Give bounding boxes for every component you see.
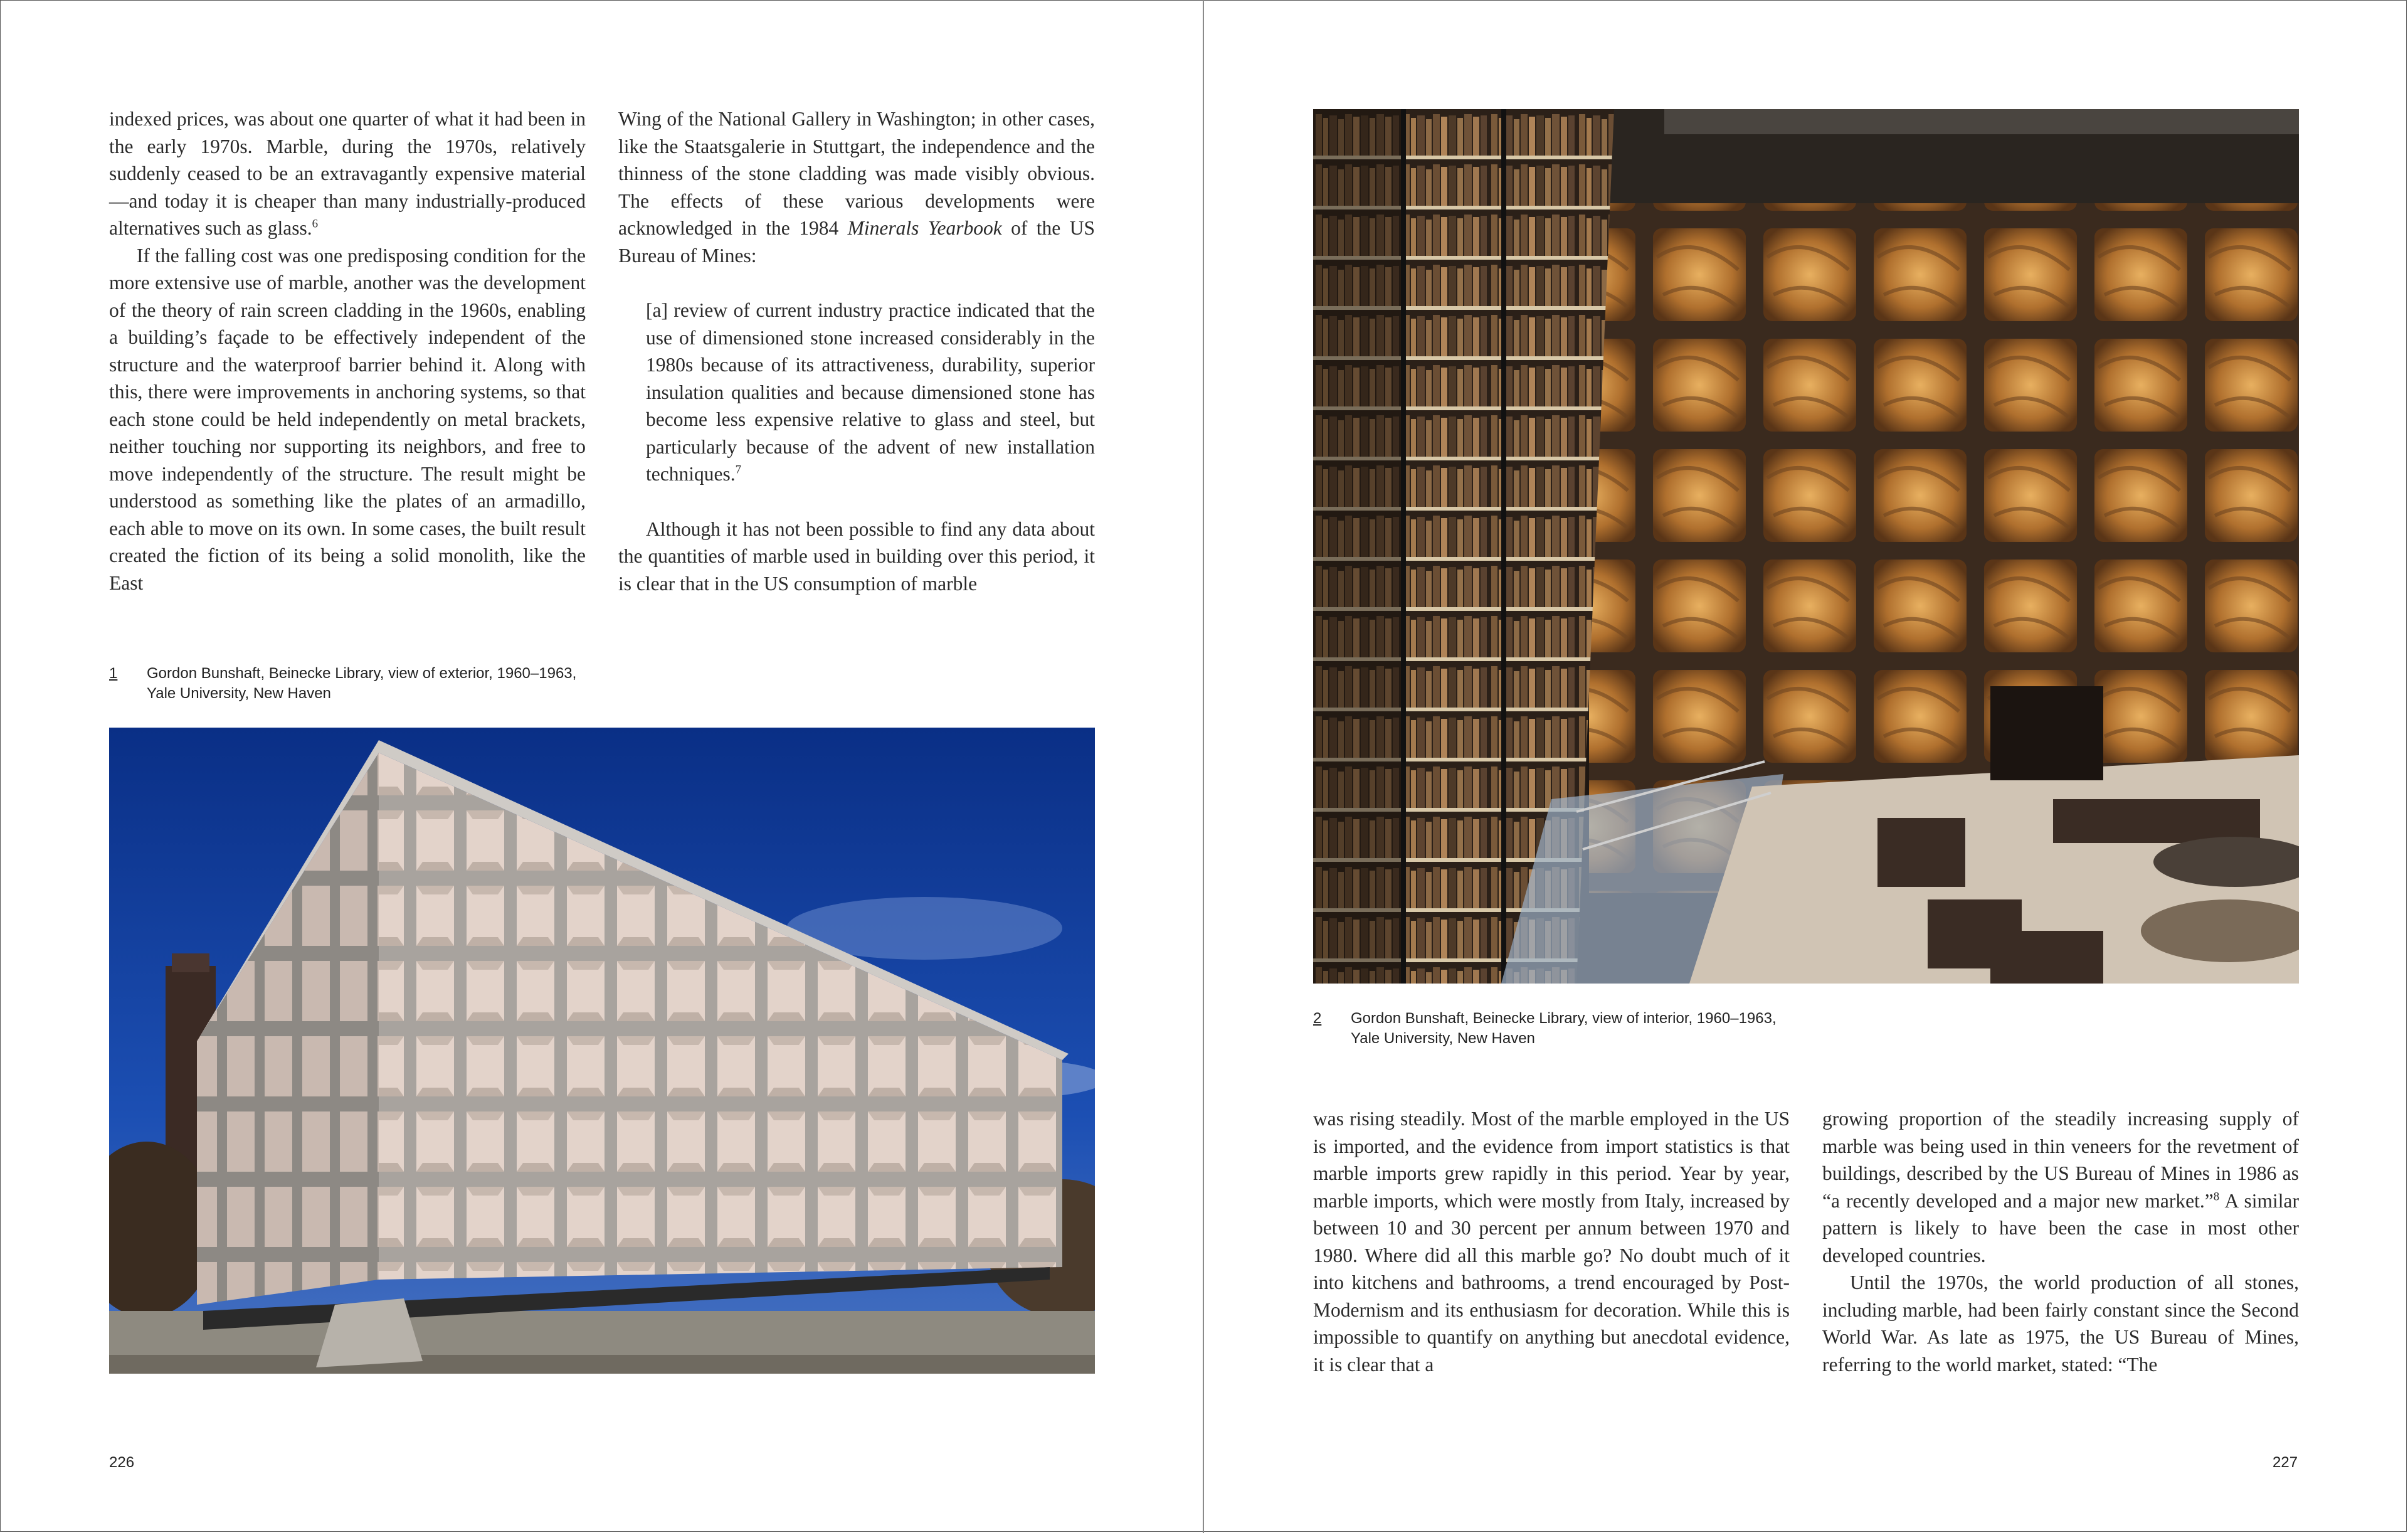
left-page-column-2 bbox=[618, 105, 1095, 597]
block-quote: [a] review of current industry practice indicated that the use of dimensioned stone increased considerably in the 1980s because of its attractiveness, durability, superior insulation qualities and because dimensioned stone has become less expensive relative to glass and steel, but particularly because of the advent of new installation techniques.$^7$ bbox=[646, 299, 1095, 485]
right-page-column-1 bbox=[1313, 1105, 1790, 1378]
footnote-ref[interactable]: 6 bbox=[312, 217, 319, 231]
book-spine bbox=[1203, 0, 1204, 1533]
right-page-column-2 bbox=[1822, 1105, 2299, 1378]
figure-number: 2 bbox=[1313, 1010, 1322, 1027]
caption-text: Gordon Bunshaft, Beinecke Library, view of exterior, 1960–1963, Yale University, New Haven bbox=[147, 665, 577, 702]
paragraph: Wing of the National Gallery in Washington; in other cases, like the Staatsgalerie in Stuttgart, the independence and the thinness of the stone cladding was made visibly obvious. The effects of these various developments were acknowledged in the 1984 Minerals Yearbook of the US Bureau of Mines: bbox=[618, 108, 1095, 267]
exterior-photo bbox=[109, 728, 1095, 1374]
paragraph: was rising steadily. Most of the marble employed in the US is imported, and the evidence from import statistics is that marble imports grew rapidly in this period. Year by year, marble imports, which were mostly from Italy, increased by between 10 and 30 percent per annum between 1970 and 1980. Where did all this marble go? No doubt much of it into kitchens and bathrooms, a trend encouraged by Post-Modernism and its enthusiasm for decoration. While this is impossible to quantify on anything but anecdotal evidence, it is clear that a bbox=[1313, 1108, 1790, 1376]
page-number-left: 226 bbox=[109, 1454, 135, 1471]
paragraph: Until the 1970s, the world production of all stones, including marble, had been fairly constant since the Second World War. As late as 1975, the US Bureau of Mines, referring to the world market, stated: “The bbox=[1822, 1271, 2299, 1376]
footnote-ref[interactable]: 8 bbox=[2213, 1190, 2220, 1203]
interior-photo bbox=[1313, 109, 2299, 984]
caption-text: Gordon Bunshaft, Beinecke Library, view of interior, 1960–1963, Yale University, New Haven bbox=[1351, 1010, 1777, 1047]
figure-caption-1 bbox=[109, 664, 611, 708]
paragraph: Although it has not been possible to find any data about the quantities of marble used in building over this period, it is clear that in the US consumption of marble bbox=[618, 517, 1095, 595]
page-number-right: 227 bbox=[2273, 1454, 2298, 1471]
paragraph: indexed prices, was about one quarter of what it had been in the early 1970s. Marble, during the 1970s, relatively suddenly ceased to be an extravagantly expensive material—and today it is cheaper than many industrially-produced alternatives such as glass.$^6$ bbox=[109, 108, 586, 239]
figure-caption-2 bbox=[1313, 1009, 1815, 1053]
paragraph: growing proportion of the steadily increasing supply of marble was being used in thin veneers for the revetment of buildings, described by the US Bureau of Mines in 1986 as “a recently developed and a major new market.”$^8$ A similar pattern is likely to have been the case in most other developed countries. bbox=[1822, 1108, 2299, 1266]
figure-number: 1 bbox=[109, 665, 118, 682]
footnote-ref[interactable]: 7 bbox=[735, 463, 742, 477]
left-page-column-1 bbox=[109, 105, 586, 597]
paragraph: If the falling cost was one predisposing condition for the more extensive use of marble, another was the development of the theory of rain screen cladding in the 1960s, enabling a building’s façade to be effectively independent of the structure and the waterproof barrier behind it. Along with this, there were improvements in anchoring systems, so that each stone could be held independently on metal brackets, neither touching nor supporting its neighbors, and free to move independently of the structure. The result might be understood as something like the plates of an armadillo, each able to move on its own. In some cases, the built result created the fiction of its being a solid monolith, like the East bbox=[109, 244, 586, 594]
